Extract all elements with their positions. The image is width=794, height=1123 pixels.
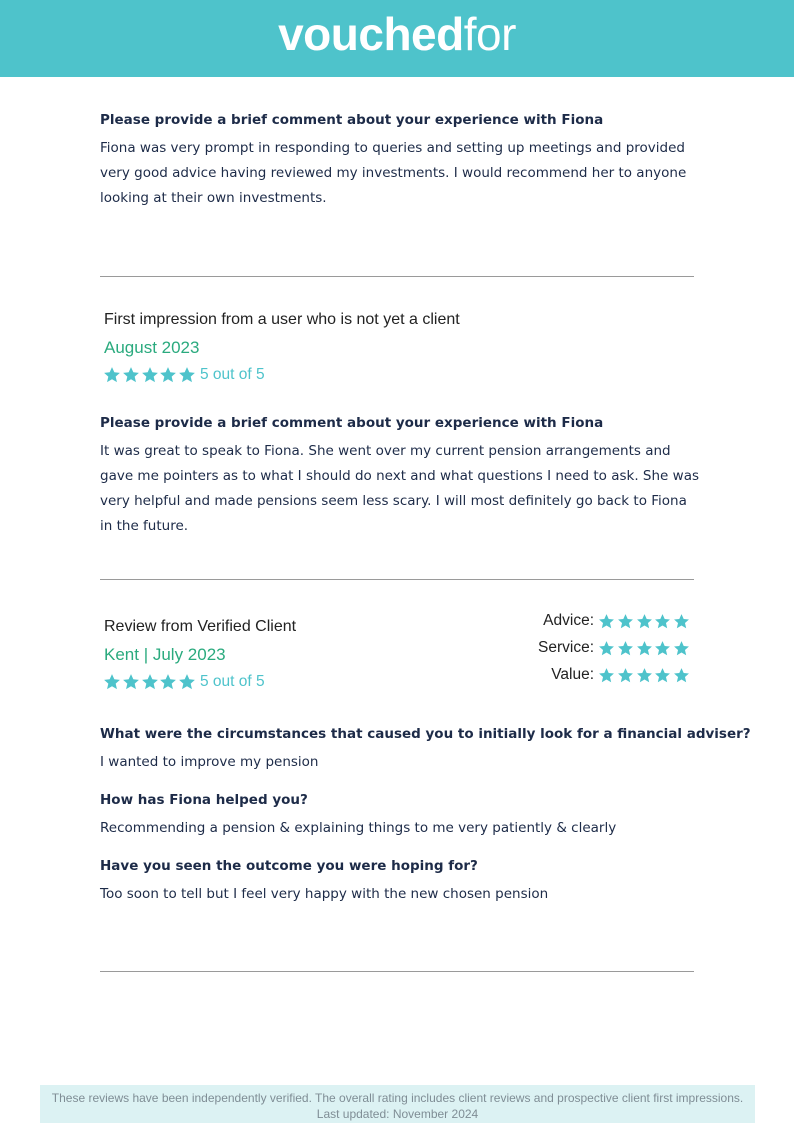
star-icon bbox=[654, 667, 671, 684]
star-icon bbox=[122, 366, 140, 384]
star-icon bbox=[654, 613, 671, 630]
review-answer: I wanted to improve my pension bbox=[100, 754, 319, 770]
review-answer: It was great to speak to Fiona. She went over my current pension arrangements and gave me pointers as to what I should do next and what questions I need to ask. She was very helpful and made pensions seem less scary. I will most definitely go back to Fiona in the future. bbox=[100, 443, 700, 534]
star-icon bbox=[141, 673, 159, 691]
star-icon bbox=[598, 613, 615, 630]
star-icon bbox=[673, 667, 690, 684]
star-icon bbox=[673, 613, 690, 630]
star-icon bbox=[617, 667, 634, 684]
review-question: Please provide a brief comment about your experience with Fiona bbox=[100, 112, 604, 128]
review-location-date: Kent | July 2023 bbox=[104, 645, 226, 664]
star-icon bbox=[598, 640, 615, 657]
logo-light-text: for bbox=[463, 8, 516, 60]
star-icon bbox=[178, 366, 196, 384]
star-icon bbox=[103, 673, 121, 691]
star-icon bbox=[617, 613, 634, 630]
star-icon bbox=[103, 366, 121, 384]
vouchedfor-logo bbox=[0, 8, 794, 60]
star-icon bbox=[598, 667, 615, 684]
rating-text: 5 out of 5 bbox=[199, 366, 265, 383]
star-icon bbox=[617, 640, 634, 657]
review-answer: Fiona was very prompt in responding to queries and setting up meetings and provided very good advice having reviewed my investments. I would recommend her to anyone looking at their own investments. bbox=[100, 140, 687, 206]
star-icon bbox=[178, 673, 196, 691]
review-type: Review from Verified Client bbox=[104, 618, 297, 635]
logo-bold-text: vouched bbox=[278, 8, 464, 60]
review-question: How has Fiona helped you? bbox=[100, 792, 308, 808]
star-icon bbox=[159, 673, 177, 691]
review-answer: Recommending a pension & explaining things to me very patiently & clearly bbox=[100, 820, 617, 836]
star-icon bbox=[159, 366, 177, 384]
review-question: Please provide a brief comment about your experience with Fiona bbox=[100, 415, 604, 431]
star-icon bbox=[141, 366, 159, 384]
divider bbox=[100, 579, 694, 580]
sub-rating-advice bbox=[543, 612, 692, 630]
review-type: First impression from a user who is not yet a client bbox=[104, 311, 460, 328]
divider bbox=[100, 276, 694, 277]
star-icon bbox=[636, 640, 653, 657]
star-icon bbox=[673, 640, 690, 657]
rating-text: 5 out of 5 bbox=[199, 673, 265, 690]
sub-rating-label: Advice: bbox=[543, 612, 595, 629]
star-rating bbox=[103, 366, 265, 384]
divider bbox=[100, 971, 694, 972]
star-icon bbox=[654, 640, 671, 657]
review-answer: Too soon to tell but I feel very happy with the new chosen pension bbox=[100, 886, 549, 902]
review-date: August 2023 bbox=[104, 338, 200, 357]
star-icon bbox=[636, 667, 653, 684]
star-icon bbox=[636, 613, 653, 630]
sub-rating-label: Service: bbox=[538, 639, 595, 656]
star-icon bbox=[122, 673, 140, 691]
review-question: Have you seen the outcome you were hoping for? bbox=[100, 858, 478, 874]
sub-rating-service bbox=[538, 639, 692, 657]
review-question: What were the circumstances that caused you to initially look for a financial adviser? bbox=[100, 726, 751, 742]
header-bar bbox=[0, 0, 794, 77]
sub-rating-value bbox=[551, 666, 692, 684]
star-rating bbox=[103, 673, 265, 691]
verification-footer: These reviews have been independently verified. The overall rating includes client reviews and prospective client first impressions. Last updated: November 2024 bbox=[40, 1085, 755, 1123]
sub-rating-label: Value: bbox=[551, 666, 595, 683]
